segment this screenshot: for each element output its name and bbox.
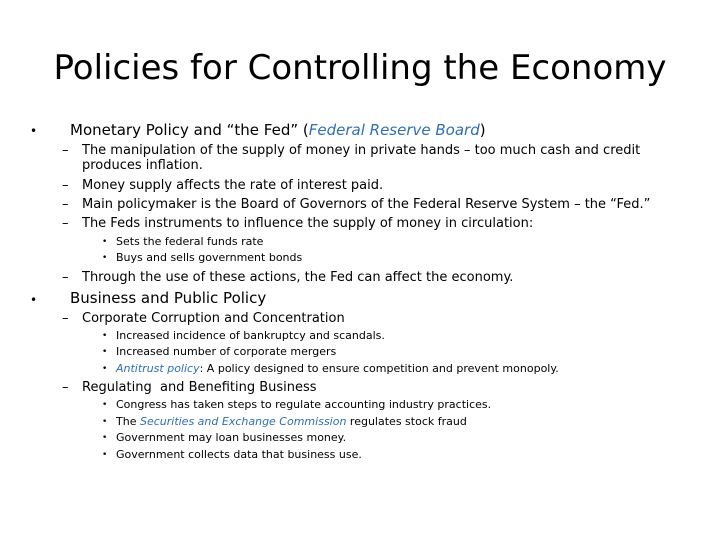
- bullet: •: [102, 400, 108, 410]
- sub-list-item-text: Sets the federal funds rate: [116, 235, 264, 248]
- list-item: [62, 143, 672, 173]
- section-heading-business-policy: Business and Public Policy: [70, 289, 267, 307]
- sub-list-item-text: regulates stock fraud: [346, 415, 467, 428]
- sub-list-item-text: Government collects data that business use.: [116, 448, 362, 461]
- sub-list-item: [102, 398, 492, 412]
- sub-list-item-text: Increased number of corporate mergers: [116, 345, 337, 358]
- list-item: [62, 178, 384, 193]
- bullet: •: [30, 293, 38, 307]
- sub-list-item: [102, 345, 337, 359]
- sub-list-item: [102, 251, 303, 265]
- group-heading: [62, 311, 345, 326]
- list-item: [62, 216, 534, 231]
- sub-list-item-text: Government may loan businesses money.: [116, 431, 347, 444]
- sub-list-item: [102, 362, 559, 376]
- heading-text-end: ): [479, 121, 486, 139]
- sub-list-item: [102, 415, 467, 429]
- sub-list-item: [102, 448, 362, 462]
- bullet: •: [102, 450, 108, 460]
- slide-title: Policies for Controlling the Economy: [53, 48, 667, 88]
- sub-list-item-text: Increased incidence of bankruptcy and scandals.: [116, 329, 385, 342]
- bullet: •: [102, 417, 108, 427]
- bullet: •: [102, 433, 108, 443]
- group-heading: [62, 380, 317, 395]
- bullet: •: [102, 364, 108, 374]
- dash: –: [62, 178, 69, 193]
- dash: –: [62, 311, 69, 326]
- sub-list-item: [102, 235, 264, 249]
- dash: –: [62, 143, 69, 158]
- sub-list-item: [102, 329, 385, 343]
- heading-text: Monetary Policy and “the Fed” (: [70, 121, 309, 139]
- federal-reserve-link[interactable]: Federal Reserve Board: [308, 121, 480, 139]
- list-item-text: The manipulation of the supply of money in private hands – too much cash and credit produces inflation.: [82, 143, 641, 173]
- sub-list-item-text-pre: The: [116, 415, 140, 428]
- group-heading-text: Regulating and Benefiting Business: [82, 380, 317, 395]
- list-item-text: The Feds instruments to influence the supply of money in circulation:: [82, 216, 534, 231]
- sub-list-item-text: Congress has taken steps to regulate accounting industry practices.: [116, 398, 492, 411]
- dash: –: [62, 216, 69, 231]
- sub-list-item-text: Buys and sells government bonds: [116, 251, 303, 264]
- list-item-text: Through the use of these actions, the Fed can affect the economy.: [82, 270, 514, 285]
- sub-list-item: [102, 431, 347, 445]
- list-item: [62, 270, 514, 285]
- dash: –: [62, 270, 69, 285]
- dash: –: [62, 380, 69, 395]
- bullet: •: [30, 124, 38, 138]
- bullet: •: [102, 331, 108, 341]
- list-item-text: Main policymaker is the Board of Governors of the Federal Reserve System – the “Fed.”: [82, 197, 651, 212]
- dash: –: [62, 197, 69, 212]
- list-item: [62, 197, 651, 212]
- list-item-text: Money supply affects the rate of interest paid.: [82, 178, 384, 193]
- antitrust-policy-link[interactable]: Antitrust policy: [116, 362, 200, 375]
- bullet: •: [102, 347, 108, 357]
- bullet: •: [102, 237, 108, 247]
- sub-list-item-text: : A policy designed to ensure competition and prevent monopoly.: [199, 362, 559, 375]
- bullet: •: [102, 253, 108, 263]
- section-heading-monetary-policy: [70, 121, 486, 140]
- sec-link[interactable]: Securities and Exchange Commission: [139, 415, 347, 428]
- group-heading-text: Corporate Corruption and Concentration: [82, 311, 345, 326]
